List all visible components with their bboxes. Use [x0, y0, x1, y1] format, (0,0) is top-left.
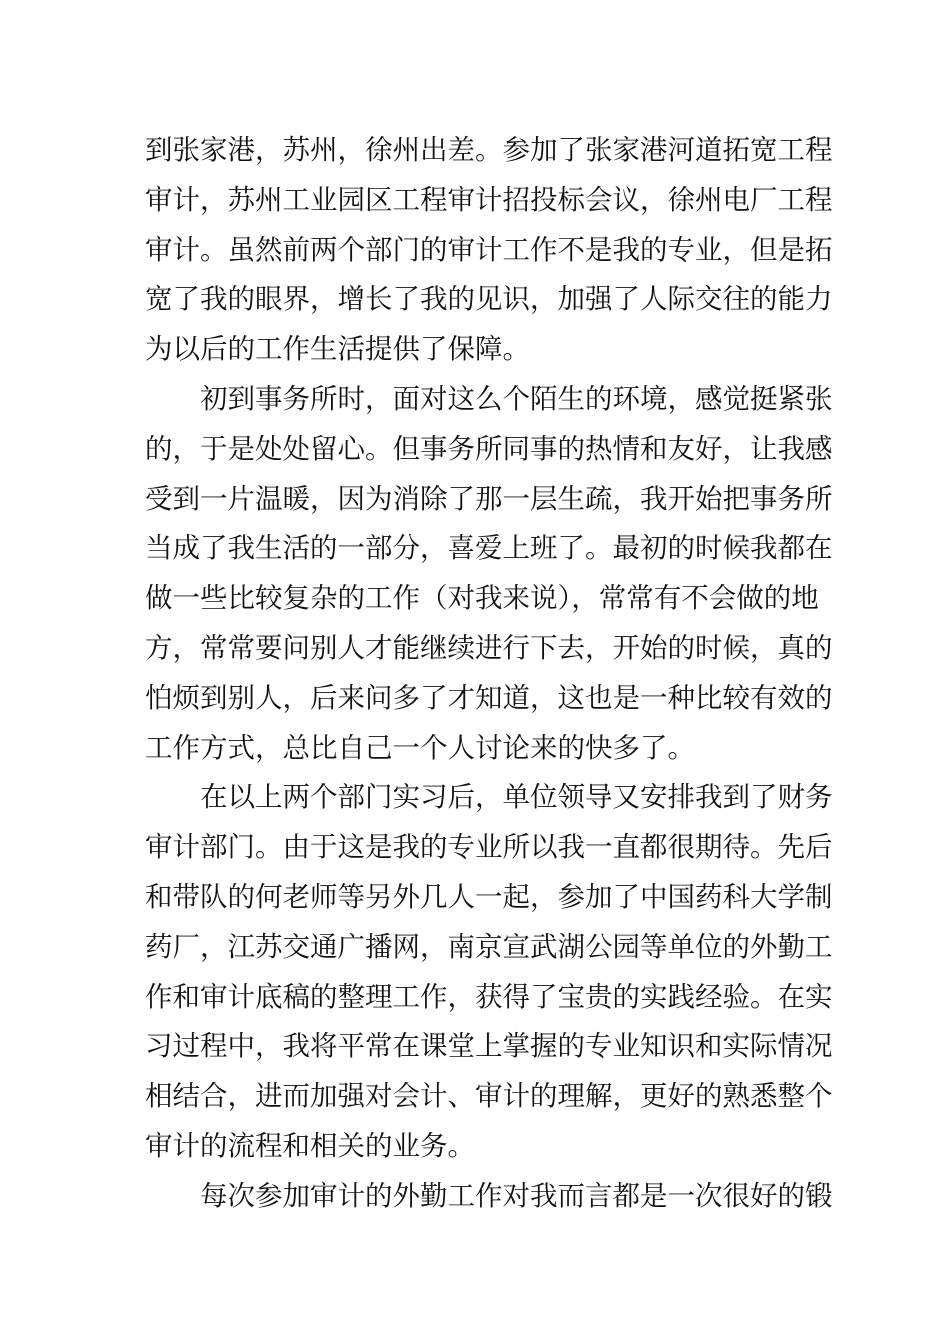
- text-line: 为以后的工作生活提供了保障。: [145, 333, 530, 366]
- text-line: 审计的流程和相关的业务。: [145, 1129, 475, 1162]
- text-line: 审计部门。由于这是我的专业所以我一直都很期待。先后: [145, 831, 833, 864]
- paragraph-financial-audit: [145, 773, 833, 1171]
- text-line: 到张家港，苏州，徐州出差。参加了张家港河道拓宽工程: [145, 134, 833, 166]
- text-line: 相结合，进而加强对会计、审计的理解，更好的熟悉整个: [145, 1080, 833, 1113]
- text-line: 审计。虽然前两个部门的审计工作不是我的专业，但是拓: [145, 233, 833, 266]
- text-line: 方，常常要问别人才能继续进行下去，开始的时候，真的: [145, 631, 833, 664]
- text-line: 初到事务所时，面对这么个陌生的环境，感觉挺紧张: [200, 382, 833, 415]
- text-line: 宽了我的眼界，增长了我的见识，加强了人际交往的能力: [145, 283, 833, 316]
- paragraph-first-arrival: [145, 375, 833, 773]
- text-line: 在以上两个部门实习后，单位领导又安排我到了财务: [200, 781, 833, 814]
- text-line: 每次参加审计的外勤工作对我而言都是一次很好的锻: [200, 1179, 833, 1212]
- text-line: 的，于是处处留心。但事务所同事的热情和友好，让我感: [145, 432, 833, 465]
- text-line: 工作方式，总比自己一个人讨论来的快多了。: [145, 731, 695, 764]
- paragraph-business-trips: [145, 126, 833, 375]
- text-line: 习过程中，我将平常在课堂上掌握的专业知识和实际情况: [145, 1030, 833, 1063]
- text-line: 作和审计底稿的整理工作，获得了宝贵的实践经验。在实: [145, 980, 833, 1013]
- text-line: 怕烦到别人，后来问多了才知道，这也是一种比较有效的: [145, 681, 833, 714]
- text-line: 药厂，江苏交通广播网，南京宣武湖公园等单位的外勤工: [145, 930, 833, 963]
- document-page: [145, 126, 833, 1222]
- text-line: 当成了我生活的一部分，喜爱上班了。最初的时候我都在: [145, 532, 833, 565]
- text-line: 和带队的何老师等另外几人一起，参加了中国药科大学制: [145, 880, 833, 913]
- text-line: 受到一片温暖，因为消除了那一层生疏，我开始把事务所: [145, 482, 833, 515]
- paragraph-field-work: [145, 1172, 833, 1222]
- text-line: 做一些比较复杂的工作（对我来说），常常有不会做的地: [145, 582, 819, 615]
- text-line: 审计，苏州工业园区工程审计招投标会议，徐州电厂工程: [145, 183, 833, 216]
